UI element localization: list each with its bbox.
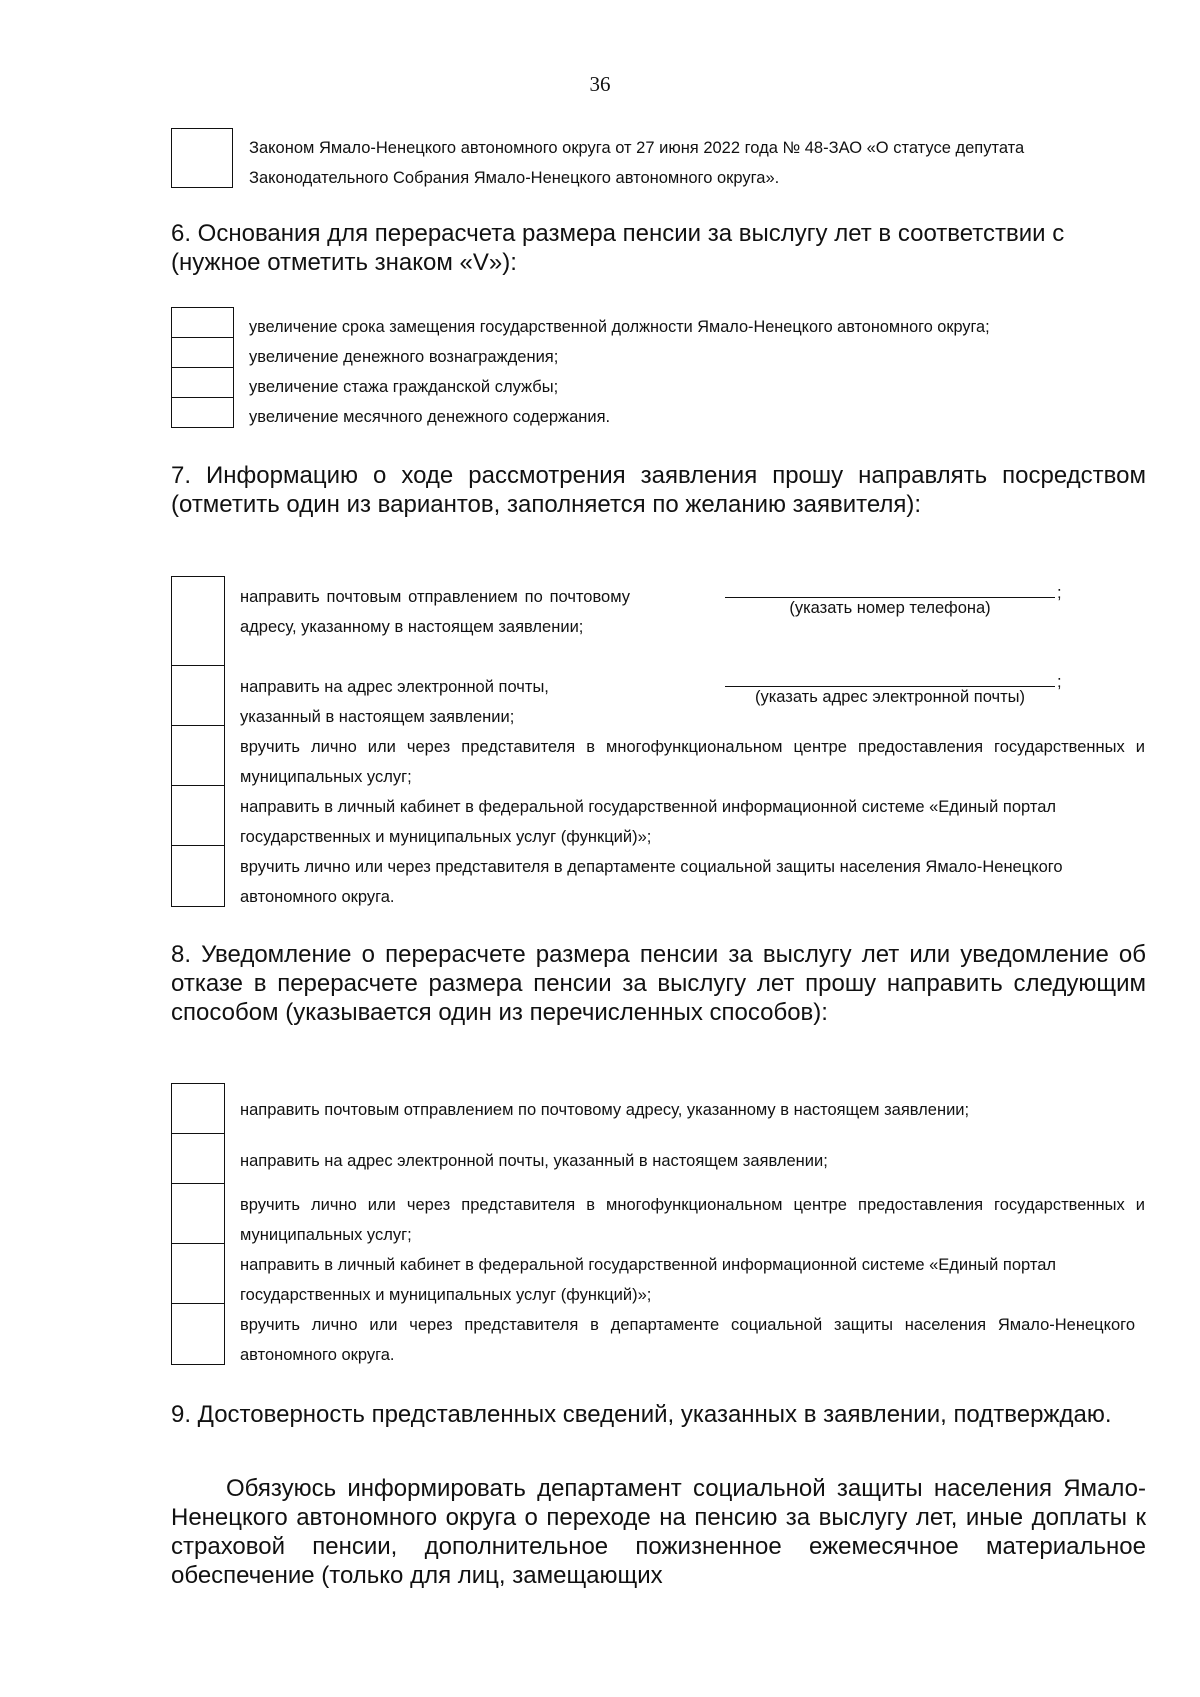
phone-caption: (указать номер телефона): [789, 599, 991, 617]
section6-checkbox-1[interactable]: [171, 307, 234, 338]
law-item-text: Законом Ямало-Ненецкого автономного округа от 27 июня 2022 года № 48-ЗАО «О статусе депутата Законодательного Собрания Ямало-Ненецкого автономного округа».: [249, 139, 1025, 187]
section8-checkbox-1[interactable]: [171, 1083, 225, 1135]
section8-checkbox-4[interactable]: [171, 1243, 225, 1305]
email-caption: (указать адрес электронной почты): [754, 688, 1026, 706]
section6-option-3: увеличение стажа гражданской службы;: [249, 378, 559, 396]
section8-checkbox-5[interactable]: [171, 1303, 225, 1365]
section7-checkbox-3[interactable]: [171, 725, 225, 787]
section7-option-3: вручить лично или через представителя в многофункциональном центре предоставления государственных и муниципальных услуг;: [240, 738, 1145, 786]
section6-option-4: увеличение месячного денежного содержания.: [249, 408, 611, 426]
section8-option-5: вручить лично или через представителя в департаменте социальной защиты населения Ямало-Ненецкого автономного округа.: [240, 1316, 1135, 1364]
email-line-suffix: ;: [1057, 673, 1062, 691]
section6-checkbox-4[interactable]: [171, 397, 234, 428]
law-checkbox[interactable]: [171, 128, 233, 188]
email-blank-line[interactable]: [725, 686, 1055, 687]
section8-option-2: направить на адрес электронной почты, указанный в настоящем заявлении;: [240, 1152, 828, 1170]
section6-heading: 6. Основания для перерасчета размера пенсии за выслугу лет в соответствии с (нужное отметить знаком «V»):: [171, 220, 1065, 276]
section7-checkbox-5[interactable]: [171, 845, 225, 907]
section6-option-2: увеличение денежного вознаграждения;: [249, 348, 559, 366]
section7-option-2: направить на адрес электронной почты, указанный в настоящем заявлении;: [240, 678, 549, 726]
section7-checkbox-1[interactable]: [171, 576, 225, 667]
section9-paragraph: Обязуюсь информировать департамент социальной защиты населения Ямало-Ненецкого автономного округа о переходе на пенсию за выслугу лет, иные доплаты к страховой пенсии, дополнительное пожизненное ежемесячное материальное обеспечение (только для лиц, замещающих: [171, 1475, 1146, 1589]
section7-option-4: направить в личный кабинет в федеральной государственной информационной системе «Единый портал государственных и муниципальных услуг (функций)»;: [240, 798, 1057, 846]
section8-checkbox-3[interactable]: [171, 1183, 225, 1245]
section8-option-1: направить почтовым отправлением по почтовому адресу, указанному в настоящем заявлении;: [240, 1101, 970, 1119]
section8-checkbox-2[interactable]: [171, 1133, 225, 1185]
section6-checkbox-3[interactable]: [171, 367, 234, 398]
phone-line-suffix: ;: [1057, 584, 1062, 602]
phone-blank-line[interactable]: [725, 597, 1055, 598]
section6-checkbox-2[interactable]: [171, 337, 234, 368]
section7-heading: 7. Информацию о ходе рассмотрения заявления прошу направлять посредством (отметить один из вариантов, заполняется по желанию заявителя):: [171, 462, 1146, 518]
page-number: 36: [589, 72, 611, 96]
section7-option-5: вручить лично или через представителя в департаменте социальной защиты населения Ямало-Ненецкого автономного округа.: [240, 858, 1063, 906]
section6-option-1: увеличение срока замещения государственной должности Ямало-Ненецкого автономного округа;: [249, 318, 990, 336]
section7-option-1: направить почтовым отправлением по почтовому адресу, указанному в настоящем заявлении;: [240, 588, 630, 636]
section8-option-3: вручить лично или через представителя в многофункциональном центре предоставления государственных и муниципальных услуг;: [240, 1196, 1145, 1244]
section7-checkbox-4[interactable]: [171, 785, 225, 847]
section9-heading: 9. Достоверность представленных сведений, указанных в заявлении, подтверждаю.: [171, 1401, 1112, 1428]
section7-checkbox-2[interactable]: [171, 665, 225, 727]
section8-option-4: направить в личный кабинет в федеральной государственной информационной системе «Единый портал государственных и муниципальных услуг (функций)»;: [240, 1256, 1057, 1304]
section8-heading: 8. Уведомление о перерасчете размера пенсии за выслугу лет или уведомление об отказе в перерасчете размера пенсии за выслугу лет прошу направить следующим способом (указывается один из перечисленных способов):: [171, 941, 1146, 1026]
